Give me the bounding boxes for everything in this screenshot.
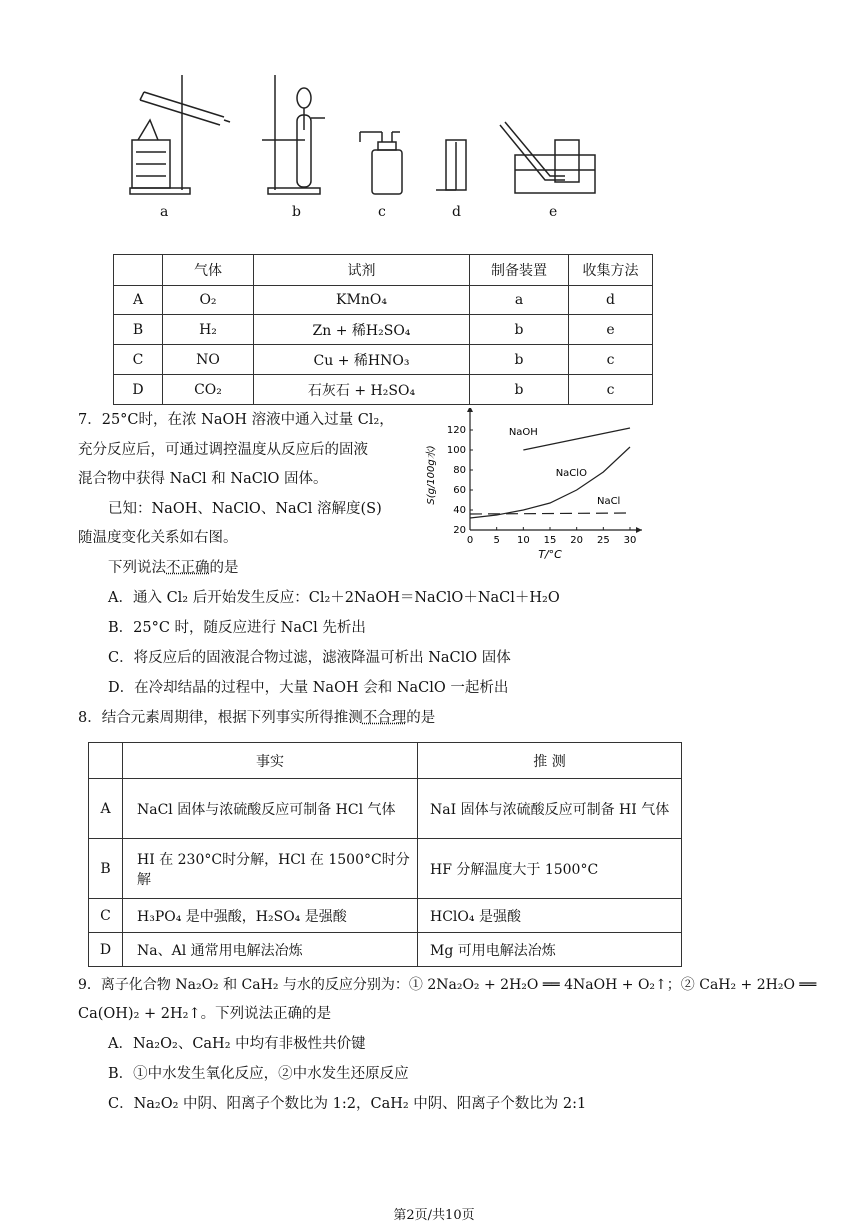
table-cell: O₂ bbox=[163, 286, 254, 315]
y-tick-label: 20 bbox=[453, 525, 466, 536]
x-tick-label: 10 bbox=[516, 535, 530, 546]
solubility-chart bbox=[420, 408, 660, 568]
table-cell: NaI 固体与浓硫酸反应可制备 HI 气体 bbox=[418, 779, 682, 839]
q7-option-a: A．通入 Cl₂ 后开始发生反应：Cl₂＋2NaOH＝NaClO＋NaCl＋H₂O bbox=[108, 590, 560, 606]
q8-stem bbox=[78, 706, 435, 727]
table-row bbox=[89, 899, 682, 933]
q7-stem-pre: 下列说法 bbox=[108, 560, 166, 576]
apparatus-label-b: b bbox=[292, 204, 301, 220]
apparatus-label-c: c bbox=[378, 204, 386, 220]
q7-line3: 混合物中获得 NaCl 和 NaClO 固体。 bbox=[78, 471, 328, 487]
series-nacl-line bbox=[470, 513, 630, 514]
table-row bbox=[114, 375, 653, 405]
table-cell: d bbox=[569, 286, 653, 315]
q8-stem-post: 的是 bbox=[406, 710, 436, 726]
table-cell: Cu + 稀HNO₃ bbox=[254, 345, 470, 375]
q7-stem bbox=[108, 556, 239, 577]
table-cell: 收集方法 bbox=[569, 255, 653, 286]
table-cell: Mg 可用电解法冶炼 bbox=[418, 933, 682, 967]
table-cell: D bbox=[89, 933, 123, 967]
table-cell: A bbox=[89, 779, 123, 839]
y-axis-label: S(g/100g水) bbox=[426, 445, 437, 505]
table-cell: 推 测 bbox=[418, 743, 682, 779]
table-cell: 气体 bbox=[163, 255, 254, 286]
q7-line1: 7．25°C时，在浓 NaOH 溶液中通入过量 Cl₂， bbox=[78, 412, 394, 428]
q7-line4: 已知：NaOH、NaClO、NaCl 溶解度(S) bbox=[108, 501, 382, 517]
table-row bbox=[114, 286, 653, 315]
y-axis-arrow bbox=[467, 408, 473, 412]
table-cell: a bbox=[470, 286, 569, 315]
x-tick-label: 25 bbox=[596, 535, 610, 546]
table-cell: HI 在 230°C时分解，HCl 在 1500°C时分解 bbox=[123, 839, 418, 899]
table-cell: 制备装置 bbox=[470, 255, 569, 286]
table-cell: C bbox=[114, 345, 163, 375]
series-naclo-line bbox=[470, 447, 630, 518]
q8-stem-pre: 8．结合元素周期律，根据下列事实所得推测 bbox=[78, 710, 363, 726]
x-tick-label: 15 bbox=[543, 535, 557, 546]
table-cell: A bbox=[114, 286, 163, 315]
table-cell: NaCl 固体与浓硫酸反应可制备 HCl 气体 bbox=[123, 779, 418, 839]
table-cell bbox=[114, 255, 163, 286]
table-cell: H₃PO₄ 是中强酸，H₂SO₄ 是强酸 bbox=[123, 899, 418, 933]
table-cell: Na、Al 通常用电解法冶炼 bbox=[123, 933, 418, 967]
table-cell: 试剂 bbox=[254, 255, 470, 286]
x-tick-label: 30 bbox=[623, 535, 637, 546]
table-cell: CO₂ bbox=[163, 375, 254, 405]
q9-line1: 9．离子化合物 Na₂O₂ 和 CaH₂ 与水的反应分别为：① 2Na₂O₂ + 2H₂O ══ 4NaOH + O₂↑；② CaH₂ + 2H₂O ══ bbox=[78, 977, 817, 993]
table-row bbox=[114, 315, 653, 345]
inference-table bbox=[88, 742, 682, 967]
q9-option-c: C．Na₂O₂ 中阴、阳离子个数比为 1:2，CaH₂ 中阴、阳离子个数比为 2:1 bbox=[108, 1096, 587, 1112]
q7-option-d: D．在冷却结晶的过程中，大量 NaOH 会和 NaClO 一起析出 bbox=[108, 680, 509, 696]
gas-table bbox=[113, 254, 653, 405]
x-tick-label: 5 bbox=[493, 535, 500, 546]
apparatus-label-d: d bbox=[452, 204, 461, 220]
table-cell: b bbox=[470, 315, 569, 345]
apparatus-figure bbox=[100, 70, 620, 220]
table-cell: B bbox=[89, 839, 123, 899]
table-cell: b bbox=[470, 375, 569, 405]
q7-option-c: C．将反应后的固液混合物过滤，滤液降温可析出 NaClO 固体 bbox=[108, 650, 511, 666]
table-cell: b bbox=[470, 345, 569, 375]
x-tick-label: 20 bbox=[570, 535, 584, 546]
series-label: NaCl bbox=[596, 496, 621, 507]
q7-line2: 充分反应后，可通过调控温度从反应后的固液 bbox=[78, 442, 368, 458]
y-tick-label: 120 bbox=[446, 425, 466, 436]
table-cell: HF 分解温度大于 1500°C bbox=[418, 839, 682, 899]
table-cell: KMnO₄ bbox=[254, 286, 470, 315]
table-row bbox=[114, 345, 653, 375]
table-cell: 石灰石 + H₂SO₄ bbox=[254, 375, 470, 405]
x-tick-label: 0 bbox=[466, 535, 474, 546]
q7-option-b: B．25°C 时，随反应进行 NaCl 先析出 bbox=[108, 620, 366, 636]
y-tick-label: 80 bbox=[453, 465, 466, 476]
table-cell: B bbox=[114, 315, 163, 345]
q8-stem-emphasis: 不合理 bbox=[362, 710, 407, 726]
table-cell bbox=[89, 743, 123, 779]
table-cell: Zn + 稀H₂SO₄ bbox=[254, 315, 470, 345]
table-row bbox=[89, 839, 682, 899]
apparatus-label-e: e bbox=[549, 204, 558, 220]
q7-line5: 随温度变化关系如右图。 bbox=[78, 530, 238, 546]
table-cell: NO bbox=[163, 345, 254, 375]
q9-option-a: A．Na₂O₂、CaH₂ 中均有非极性共价键 bbox=[108, 1036, 366, 1052]
table-cell: 事实 bbox=[123, 743, 418, 779]
q9-option-b: B．①中水发生氧化反应，②中水发生还原反应 bbox=[108, 1066, 409, 1082]
q7-stem-post: 的是 bbox=[209, 560, 239, 576]
table-cell: C bbox=[89, 899, 123, 933]
table-header-row bbox=[114, 255, 653, 286]
x-axis-label: T/°C bbox=[538, 548, 562, 561]
series-label: NaClO bbox=[555, 468, 587, 479]
q7-stem-emphasis: 不正确 bbox=[166, 560, 210, 576]
table-cell: D bbox=[114, 375, 163, 405]
y-tick-label: 100 bbox=[446, 445, 466, 456]
x-axis-arrow bbox=[636, 527, 642, 533]
series-label: NaOH bbox=[508, 427, 538, 438]
series-naoh-line bbox=[523, 428, 630, 450]
page-footer: 第2页/共10页 bbox=[393, 1208, 475, 1223]
table-cell: e bbox=[569, 315, 653, 345]
table-header-row bbox=[89, 743, 682, 779]
table-cell: H₂ bbox=[163, 315, 254, 345]
table-cell: c bbox=[569, 345, 653, 375]
table-row bbox=[89, 779, 682, 839]
y-tick-label: 40 bbox=[453, 505, 466, 516]
apparatus-label-a: a bbox=[160, 204, 169, 220]
q9-line2: Ca(OH)₂ + 2H₂↑。下列说法正确的是 bbox=[78, 1006, 332, 1022]
y-tick-label: 60 bbox=[453, 485, 466, 496]
table-row bbox=[89, 933, 682, 967]
table-cell: HClO₄ 是强酸 bbox=[418, 899, 682, 933]
table-cell: c bbox=[569, 375, 653, 405]
